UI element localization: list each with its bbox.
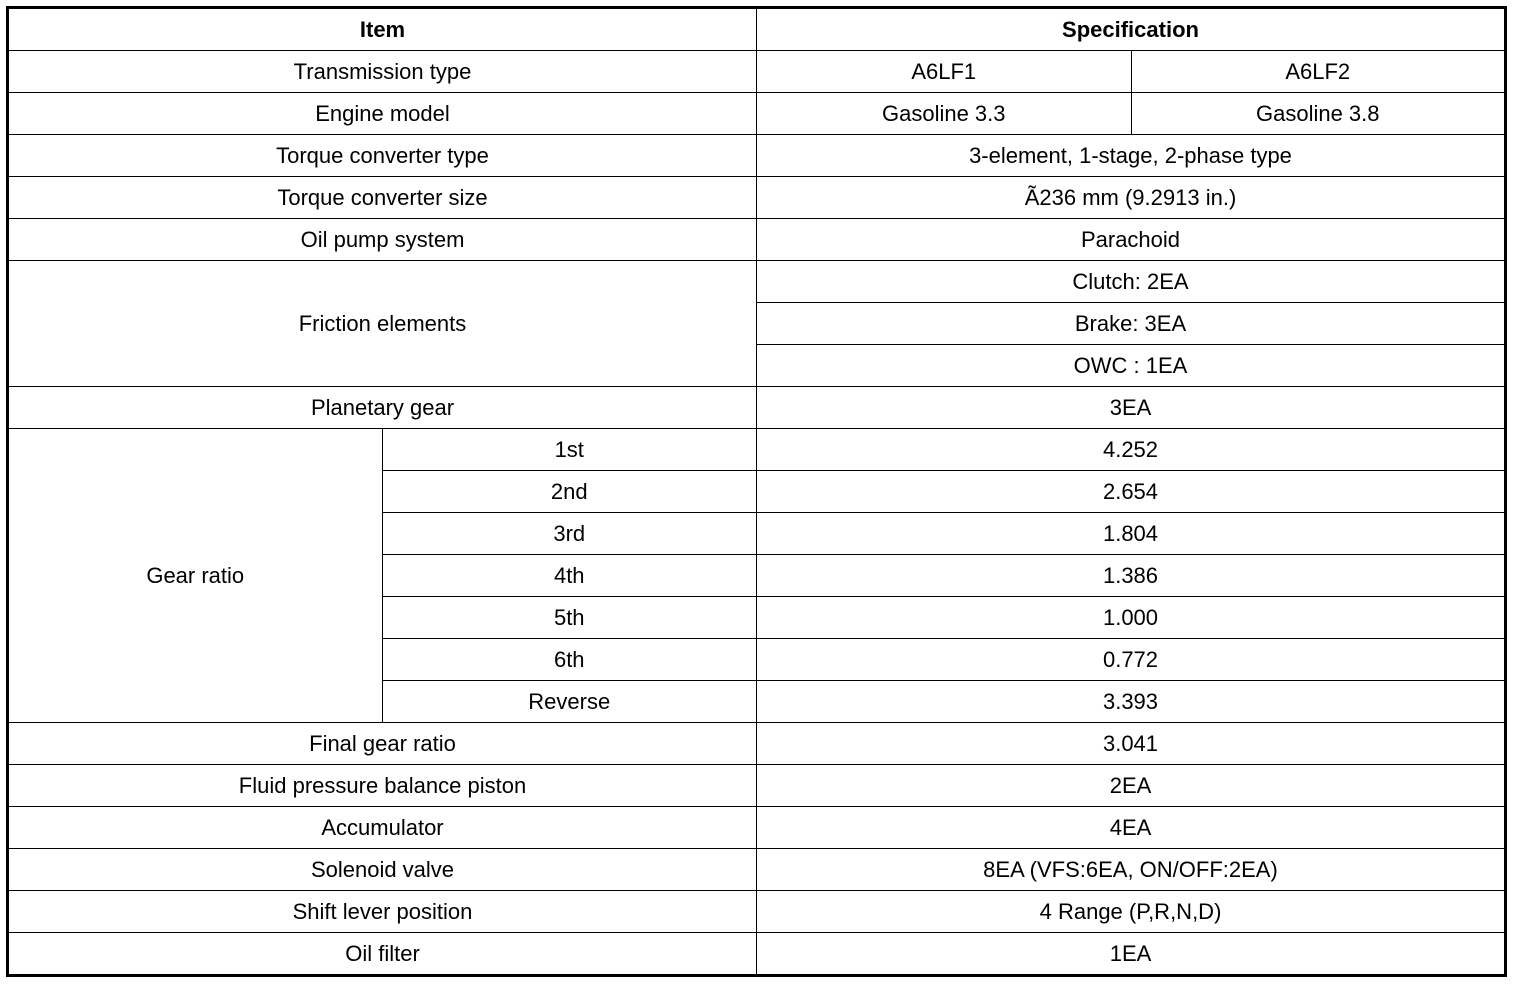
row-label: Oil filter <box>8 933 757 976</box>
spec-value: 1.386 <box>757 555 1506 597</box>
gear-label: 4th <box>382 555 757 597</box>
table-row <box>8 765 1506 807</box>
table-row <box>8 387 1506 429</box>
gear-label: 5th <box>382 597 757 639</box>
spec-value: 3EA <box>757 387 1506 429</box>
table-row <box>8 723 1506 765</box>
spec-value: Gasoline 3.3 <box>757 93 1132 135</box>
spec-value: 2EA <box>757 765 1506 807</box>
table-row <box>8 177 1506 219</box>
gear-label: 2nd <box>382 471 757 513</box>
row-label: Torque converter type <box>8 135 757 177</box>
row-label: Shift lever position <box>8 891 757 933</box>
gear-label: 3rd <box>382 513 757 555</box>
spec-value: 1.804 <box>757 513 1506 555</box>
spec-value: 1.000 <box>757 597 1506 639</box>
spec-value: Gasoline 3.8 <box>1131 93 1506 135</box>
spec-value: 1EA <box>757 933 1506 976</box>
spec-value: Parachoid <box>757 219 1506 261</box>
row-label: Solenoid valve <box>8 849 757 891</box>
spec-value: Clutch: 2EA <box>757 261 1506 303</box>
spec-value: OWC : 1EA <box>757 345 1506 387</box>
row-label: Engine model <box>8 93 757 135</box>
header-specification: Specification <box>757 8 1506 51</box>
table-row <box>8 135 1506 177</box>
row-label: Gear ratio <box>8 429 383 723</box>
table-row <box>8 891 1506 933</box>
spec-value: Ã236 mm (9.2913 in.) <box>757 177 1506 219</box>
spec-value: 8EA (VFS:6EA, ON/OFF:2EA) <box>757 849 1506 891</box>
spec-value: A6LF1 <box>757 51 1132 93</box>
row-label: Accumulator <box>8 807 757 849</box>
header-item: Item <box>8 8 757 51</box>
spec-value: 3.041 <box>757 723 1506 765</box>
table-row <box>8 933 1506 976</box>
spec-value: 3.393 <box>757 681 1506 723</box>
table-row <box>8 261 1506 303</box>
header-row <box>8 8 1506 51</box>
spec-value: 0.772 <box>757 639 1506 681</box>
spec-value: A6LF2 <box>1131 51 1506 93</box>
gear-label: Reverse <box>382 681 757 723</box>
spec-value: 2.654 <box>757 471 1506 513</box>
row-label: Oil pump system <box>8 219 757 261</box>
table-row <box>8 93 1506 135</box>
spec-value: Brake: 3EA <box>757 303 1506 345</box>
gear-label: 1st <box>382 429 757 471</box>
row-label: Transmission type <box>8 51 757 93</box>
row-label: Torque converter size <box>8 177 757 219</box>
specification-table <box>6 6 1507 977</box>
table-row <box>8 849 1506 891</box>
table-row <box>8 807 1506 849</box>
table-row <box>8 219 1506 261</box>
gear-label: 6th <box>382 639 757 681</box>
row-label: Final gear ratio <box>8 723 757 765</box>
spec-value: 3-element, 1-stage, 2-phase type <box>757 135 1506 177</box>
row-label: Friction elements <box>8 261 757 387</box>
row-label: Fluid pressure balance piston <box>8 765 757 807</box>
table-row <box>8 51 1506 93</box>
spec-value: 4EA <box>757 807 1506 849</box>
table-row <box>8 429 1506 471</box>
row-label: Planetary gear <box>8 387 757 429</box>
spec-value: 4 Range (P,R,N,D) <box>757 891 1506 933</box>
spec-value: 4.252 <box>757 429 1506 471</box>
